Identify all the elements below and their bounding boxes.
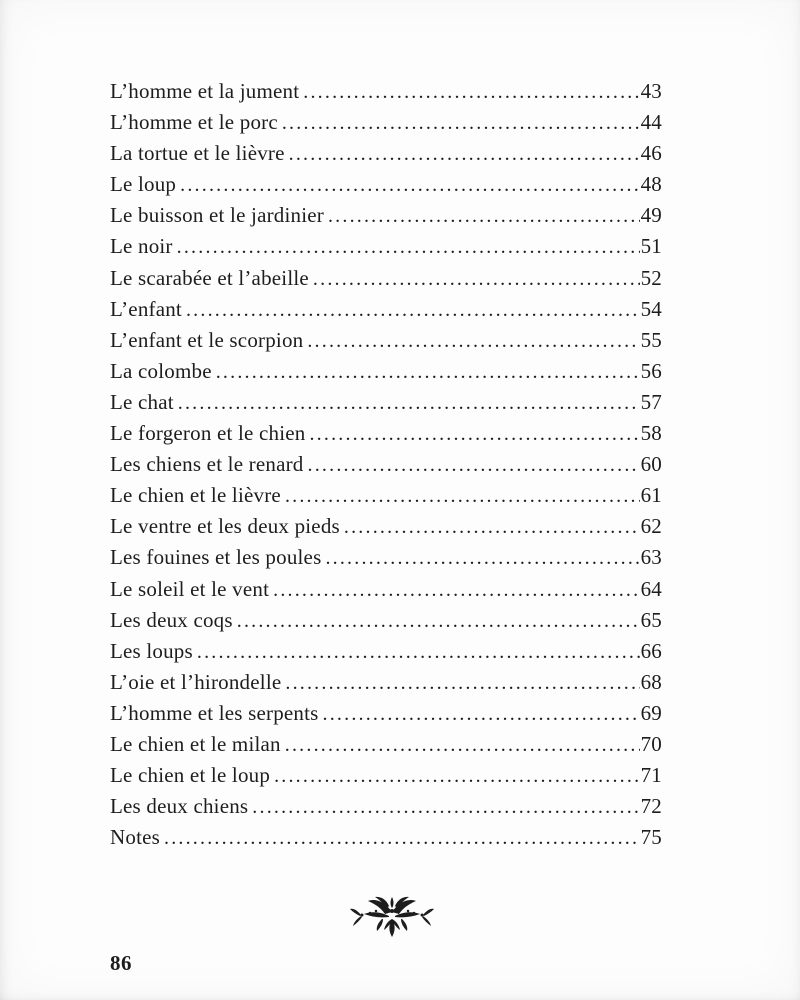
- toc-row: [110, 574, 662, 605]
- toc-leader-dots: [177, 231, 640, 263]
- toc-entry-page: 70: [640, 731, 662, 756]
- toc-leader-dots: [323, 698, 640, 730]
- toc-row: [110, 418, 662, 449]
- toc-entry-page: 57: [640, 389, 662, 414]
- fleuron-ornament-icon: [350, 893, 434, 943]
- toc-entry-page: 68: [640, 669, 662, 694]
- toc-leader-dots: [186, 294, 640, 326]
- toc-entry-title: Les deux coqs: [110, 607, 233, 632]
- toc-row: [110, 791, 662, 822]
- toc-entry-title: Le chien et le loup: [110, 763, 271, 788]
- toc-entry-title: Le soleil et le vent: [110, 576, 270, 601]
- toc-row: [110, 636, 662, 667]
- toc-entry-title: Notes: [110, 825, 160, 850]
- toc-entry-title: Le chien et le lièvre: [110, 483, 281, 508]
- toc-row: [110, 698, 662, 729]
- toc-leader-dots: [328, 200, 640, 232]
- toc-entry-title: Les loups: [110, 638, 193, 663]
- toc-entry-page: 71: [640, 763, 662, 788]
- toc-leader-dots: [252, 791, 639, 823]
- toc-row: [110, 449, 662, 480]
- toc-entry-page: 46: [640, 141, 662, 166]
- toc-row: [110, 138, 662, 169]
- toc-entry-page: 55: [640, 327, 662, 352]
- toc-leader-dots: [178, 387, 640, 419]
- toc-row: [110, 511, 662, 542]
- toc-entry-page: 63: [640, 545, 662, 570]
- toc-entry-title: L’enfant: [110, 296, 182, 321]
- toc-row: [110, 667, 662, 698]
- toc-entry-title: L’homme et les serpents: [110, 700, 319, 725]
- toc-leader-dots: [285, 729, 640, 761]
- toc-leader-dots: [197, 636, 640, 668]
- toc-entry-title: L’homme et la jument: [110, 79, 300, 103]
- toc-entry-title: Les fouines et les poules: [110, 545, 322, 570]
- toc-entry-title: Les chiens et le renard: [110, 452, 304, 477]
- toc-row: [110, 356, 662, 387]
- toc-entry-page: 64: [640, 576, 662, 601]
- toc-entry-title: Le forgeron et le chien: [110, 421, 306, 446]
- page-number: 86: [110, 951, 132, 975]
- toc-leader-dots: [289, 138, 640, 170]
- toc-leader-dots: [313, 263, 640, 295]
- toc-entry-page: 65: [640, 607, 662, 632]
- toc-entry-title: L’enfant et le scorpion: [110, 327, 304, 352]
- toc-row: [110, 387, 662, 418]
- toc-entry-title: Le chien et le milan: [110, 731, 281, 756]
- toc-row: [110, 263, 662, 294]
- toc-leader-dots: [344, 511, 640, 543]
- toc-entry-title: Le noir: [110, 234, 173, 259]
- toc-entry-page: 44: [640, 110, 662, 135]
- toc-row: [110, 729, 662, 760]
- toc-entry-page: 56: [640, 358, 662, 383]
- toc-leader-dots: [309, 418, 639, 450]
- toc-row: [110, 760, 662, 791]
- toc-entry-title: La tortue et le lièvre: [110, 141, 285, 166]
- toc-entry-title: La colombe: [110, 358, 212, 383]
- toc-leader-dots: [285, 480, 640, 512]
- toc-entry-page: 75: [640, 825, 662, 850]
- toc-leader-dots: [325, 542, 639, 574]
- toc-leader-dots: [180, 169, 639, 201]
- toc-entry-page: 66: [640, 638, 662, 663]
- toc-leader-dots: [273, 574, 639, 606]
- toc-entry-title: Le loup: [110, 172, 177, 197]
- toc-leader-dots: [282, 107, 640, 139]
- toc-row: [110, 76, 662, 107]
- toc-entry-page: 72: [640, 794, 662, 819]
- toc-entry-page: 60: [640, 452, 662, 477]
- toc-entry-page: 48: [640, 172, 662, 197]
- toc-leader-dots: [307, 325, 639, 357]
- toc-leader-dots: [274, 760, 640, 792]
- toc-row: [110, 480, 662, 511]
- toc-entry-page: 43: [640, 79, 662, 103]
- toc-leader-dots: [285, 667, 639, 699]
- toc-row: [110, 169, 662, 200]
- toc-row: [110, 542, 662, 573]
- toc-leader-dots: [216, 356, 640, 388]
- toc-leader-dots: [303, 76, 639, 108]
- toc-leader-dots: [164, 822, 640, 854]
- toc-entry-page: 58: [640, 421, 662, 446]
- toc-entry-title: L’oie et l’hirondelle: [110, 669, 282, 694]
- toc-entry-page: 51: [640, 234, 662, 259]
- toc-row: [110, 294, 662, 325]
- toc-entry-title: Le scarabée et l’abeille: [110, 265, 309, 290]
- toc-entry-page: 62: [640, 514, 662, 539]
- toc-row: [110, 107, 662, 138]
- toc-leader-dots: [308, 449, 640, 481]
- toc-leader-dots: [237, 605, 640, 637]
- toc-entry-page: 54: [640, 296, 662, 321]
- toc-entry-page: 52: [640, 265, 662, 290]
- toc-row: [110, 200, 662, 231]
- toc-entry-page: 49: [640, 203, 662, 228]
- toc-entry-title: Le buisson et le jardinier: [110, 203, 324, 228]
- toc-row: [110, 231, 662, 262]
- toc-list: [110, 76, 662, 853]
- toc-entry-page: 61: [640, 483, 662, 508]
- toc-entry-title: Le chat: [110, 389, 174, 414]
- toc-entry-page: 69: [640, 700, 662, 725]
- toc-row: [110, 605, 662, 636]
- toc-entry-title: Les deux chiens: [110, 794, 249, 819]
- toc-row: [110, 822, 662, 853]
- toc-row: [110, 325, 662, 356]
- toc-entry-title: Le ventre et les deux pieds: [110, 514, 340, 539]
- toc-entry-title: L’homme et le porc: [110, 110, 278, 135]
